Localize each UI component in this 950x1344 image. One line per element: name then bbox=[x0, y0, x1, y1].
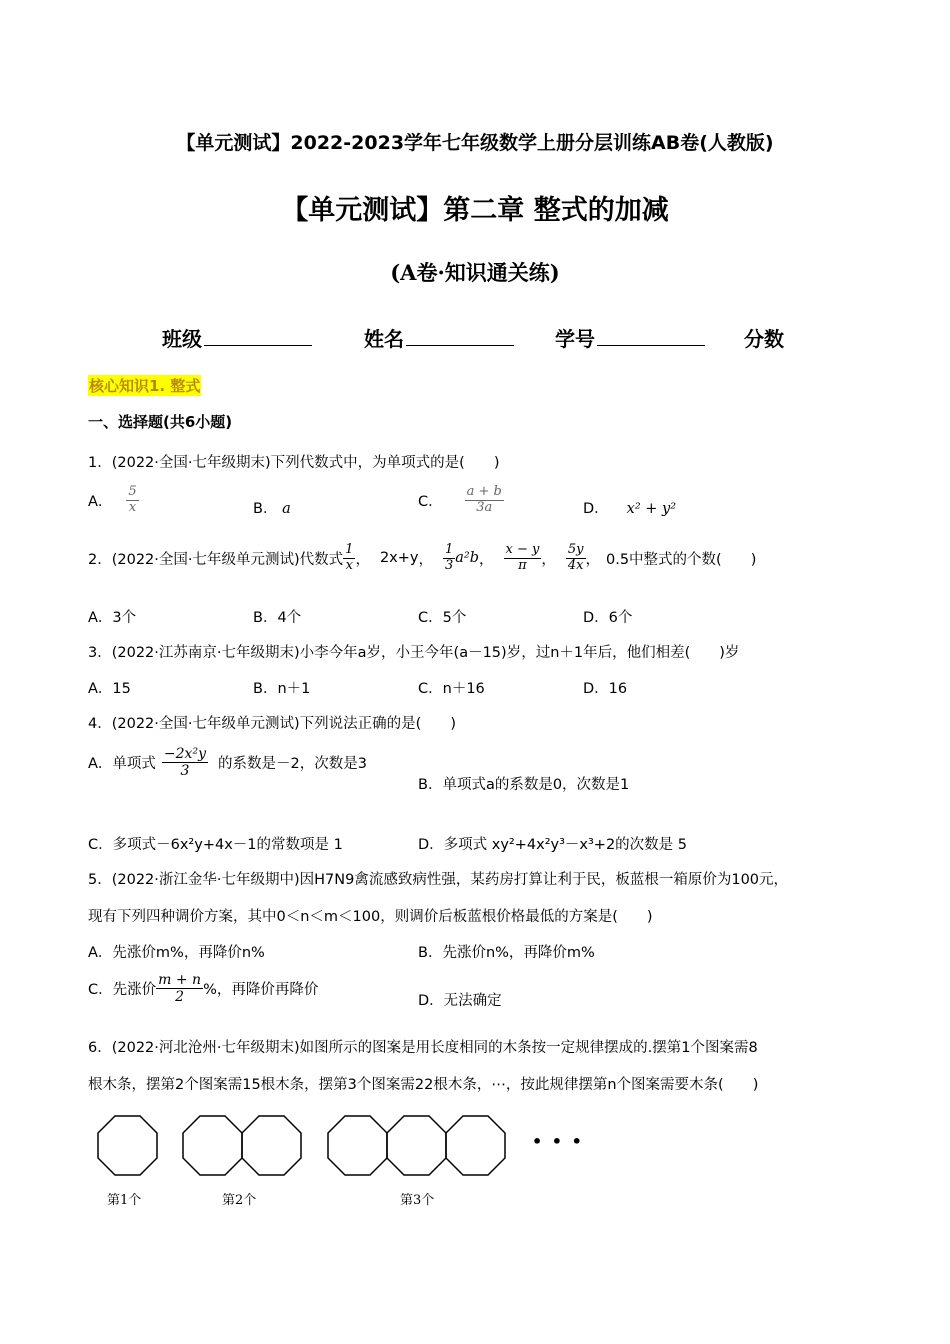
q3-option-a: A．15 bbox=[88, 681, 131, 697]
octagon-3a bbox=[328, 1116, 387, 1175]
q1-option-d: D． x² + y² bbox=[583, 501, 677, 517]
octagon-3c bbox=[446, 1116, 505, 1175]
question-5-stem-line2: 现有下列四种调价方案，其中0＜n＜m＜100，则调价后板蓝根价格最低的方案是( ) bbox=[88, 909, 653, 925]
figure-caption-3: 第3个 bbox=[400, 1193, 435, 1208]
figure-caption-2: 第2个 bbox=[222, 1193, 257, 1208]
q4-option-b: B．单项式a的系数是0，次数是1 bbox=[418, 777, 630, 793]
q5-option-b: B．先涨价n%，再降价m% bbox=[418, 945, 595, 961]
score-label: 分数 bbox=[744, 327, 784, 351]
q2-option-d: D．6个 bbox=[583, 610, 633, 626]
octagon-1 bbox=[98, 1116, 157, 1175]
q5-option-d: D．无法确定 bbox=[418, 993, 502, 1009]
figure-caption-1: 第1个 bbox=[107, 1193, 142, 1208]
octagon-2b bbox=[242, 1116, 301, 1175]
question-6-stem-line2: 根木条，摆第2个图案需15根木条，摆第3个图案需22根木条，⋯，按此规律摆第n个图案需要木条( ) bbox=[88, 1077, 759, 1093]
section-heading: 一、选择题(共6小题) bbox=[88, 413, 233, 431]
q3-option-b: B．n＋1 bbox=[253, 681, 311, 697]
q1-option-a: A． $\frac{5}{x}$ bbox=[88, 484, 137, 515]
document-title: 【单元测试】2022-2023学年七年级数学上册分层训练AB卷(人教版) bbox=[176, 132, 774, 154]
question-2-stem: 2．(2022·全国·七年级单元测试)代数式 $\frac{1}{x}$ ， 2x+y ， $\frac{1}{3}$ a²b ， $\frac{x - y}{\pi}$ ， $\frac{5y}{4x}$ ， 0.5中整式的个数( ) bbox=[88, 542, 757, 573]
question-4-stem: 4．(2022·全国·七年级单元测试)下列说法正确的是( ) bbox=[88, 716, 456, 732]
question-5-stem-line1: 5．(2022·浙江金华·七年级期中)因H7N9禽流感致病性强，某药房打算让利于民，板蓝根一箱原价为100元， bbox=[88, 872, 789, 888]
q3-option-c: C．n＋16 bbox=[418, 681, 485, 697]
q1-option-c: C． $\frac{a + b}{3a}$ bbox=[418, 484, 502, 515]
q1-option-b: B． a bbox=[253, 501, 291, 517]
q4-option-c: C．多项式－6x²y+4x－1的常数项是 1 bbox=[88, 837, 343, 853]
name-field: 姓名 bbox=[364, 323, 514, 352]
octagon-3b bbox=[387, 1116, 446, 1175]
q5-option-a: A．先涨价m%，再降价n% bbox=[88, 945, 265, 961]
q4-option-d: D．多项式 xy²+4x²y³－x³+2的次数是 5 bbox=[418, 837, 688, 853]
class-field: 班级 bbox=[162, 323, 312, 352]
q3-option-d: D．16 bbox=[583, 681, 628, 697]
octagon-2a bbox=[183, 1116, 242, 1175]
q2-option-a: A．3个 bbox=[88, 610, 137, 626]
paper-subtitle: (A卷·知识通关练) bbox=[390, 260, 560, 285]
q5-option-c: C．先涨价 $\frac{m + n}{2}$ %，再降价再降价 bbox=[88, 972, 319, 1006]
q2-option-b: B．4个 bbox=[253, 610, 302, 626]
question-1-stem: 1．(2022·全国·七年级期末)下列代数式中，为单项式的是( ) bbox=[88, 455, 500, 471]
student-id-field: 学号 bbox=[555, 323, 705, 352]
chapter-title: 【单元测试】第二章 整式的加减 bbox=[281, 195, 669, 226]
question-6-stem-line1: 6．(2022·河北沧州·七年级期末)如图所示的图案是用长度相同的木条按一定规律摆成的.摆第1个图案需8 bbox=[88, 1040, 758, 1056]
q2-option-c: C．5个 bbox=[418, 610, 467, 626]
question-3-stem: 3．(2022·江苏南京·七年级期末)小李今年a岁，小王今年(a－15)岁，过n＋1年后，他们相差( )岁 bbox=[88, 645, 740, 661]
pattern-ellipsis: • • • bbox=[532, 1132, 584, 1151]
core-knowledge-heading: 核心知识1. 整式 bbox=[89, 377, 201, 395]
q4-option-a: A．单项式 $\frac{\text{−2x²y}}{3}$ 的系数是－2，次数是3 bbox=[88, 746, 367, 780]
octagon-pattern-figure bbox=[90, 1108, 590, 1188]
